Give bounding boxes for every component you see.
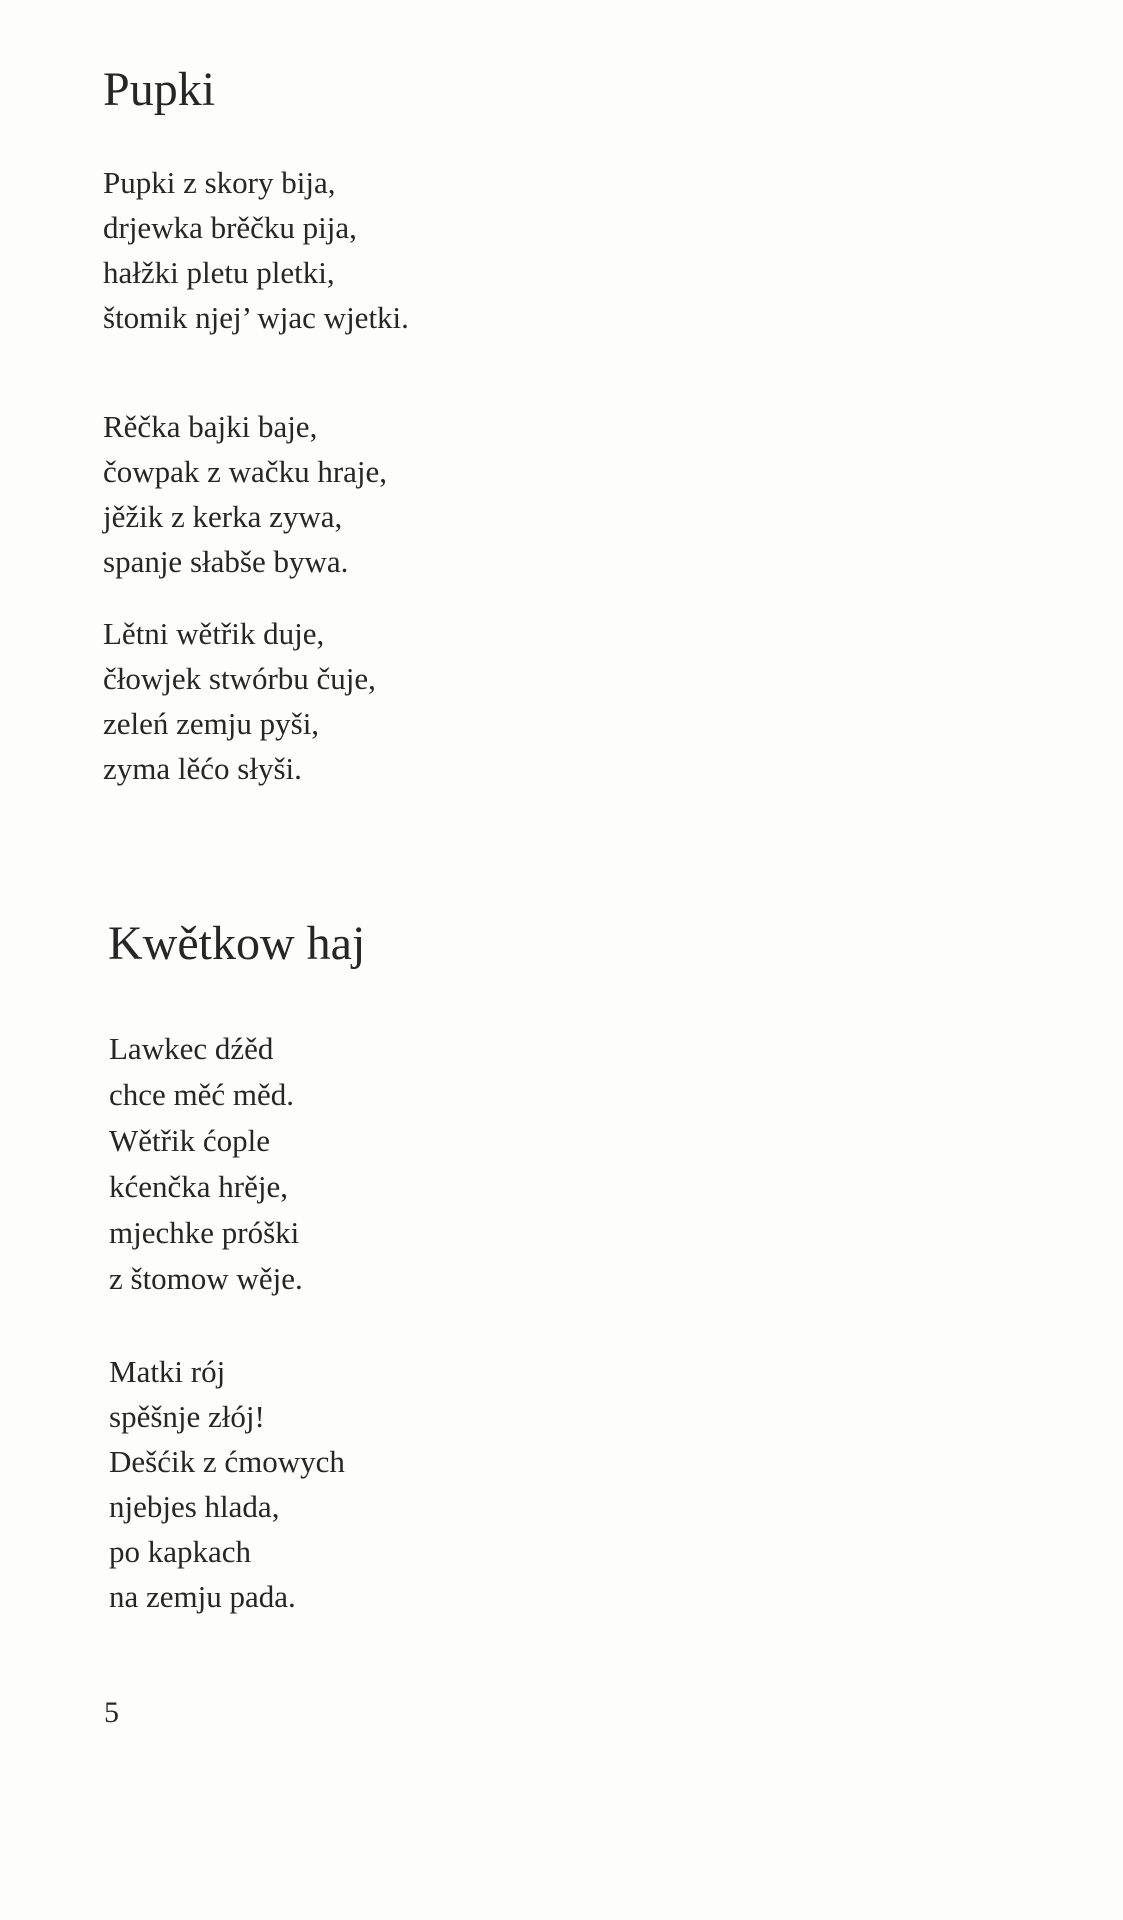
verse-line: zeleń zemju pyši, (103, 706, 320, 741)
verse-line: Wětřik ćople (109, 1123, 270, 1158)
verse-line: na zemju pada. (109, 1579, 296, 1614)
stanza (103, 404, 387, 584)
verse-line: zyma lěćo słyši. (103, 751, 302, 786)
stanza (109, 1349, 345, 1619)
verse-line: čowpak z wačku hraje, (103, 454, 388, 489)
verse-line: hałžki pletu pletki, (103, 255, 335, 290)
verse-line: jěžik z kerka zywa, (103, 499, 343, 534)
stanza (103, 160, 409, 340)
verse-line: drjewka brěčku pija, (103, 210, 357, 245)
poem-title-kwetkow-haj: Kwětkow haj (108, 917, 366, 970)
verse-line: spěšnje złój! (109, 1399, 265, 1434)
verse-line: štomik njej’ wjac wjetki. (103, 300, 409, 335)
verse-line: Lawkec dźěd (109, 1031, 274, 1066)
page-number: 5 (104, 1696, 119, 1729)
verse-line: mjechke próški (109, 1215, 300, 1250)
verse-line: po kapkach (109, 1534, 252, 1569)
verse-line: kćenčka hrěje, (109, 1169, 288, 1204)
verse-line: Dešćik z ćmowych (109, 1444, 345, 1479)
verse-line: chce měć měd. (109, 1077, 295, 1112)
stanza (103, 611, 376, 791)
verse-line: Lětni wětřik duje, (103, 616, 325, 651)
verse-line: z štomow wěje. (109, 1261, 303, 1296)
verse-line: njebjes hlada, (109, 1489, 280, 1524)
verse-line: Pupki z skory bija, (103, 165, 336, 200)
poem-title-pupki: Pupki (103, 63, 216, 116)
verse-line: čłowjek stwórbu čuje, (103, 661, 376, 696)
verse-line: Matki rój (109, 1354, 226, 1389)
stanza (109, 1026, 303, 1302)
verse-line: spanje słabše bywa. (103, 544, 349, 579)
verse-line: Rěčka bajki baje, (103, 409, 318, 444)
